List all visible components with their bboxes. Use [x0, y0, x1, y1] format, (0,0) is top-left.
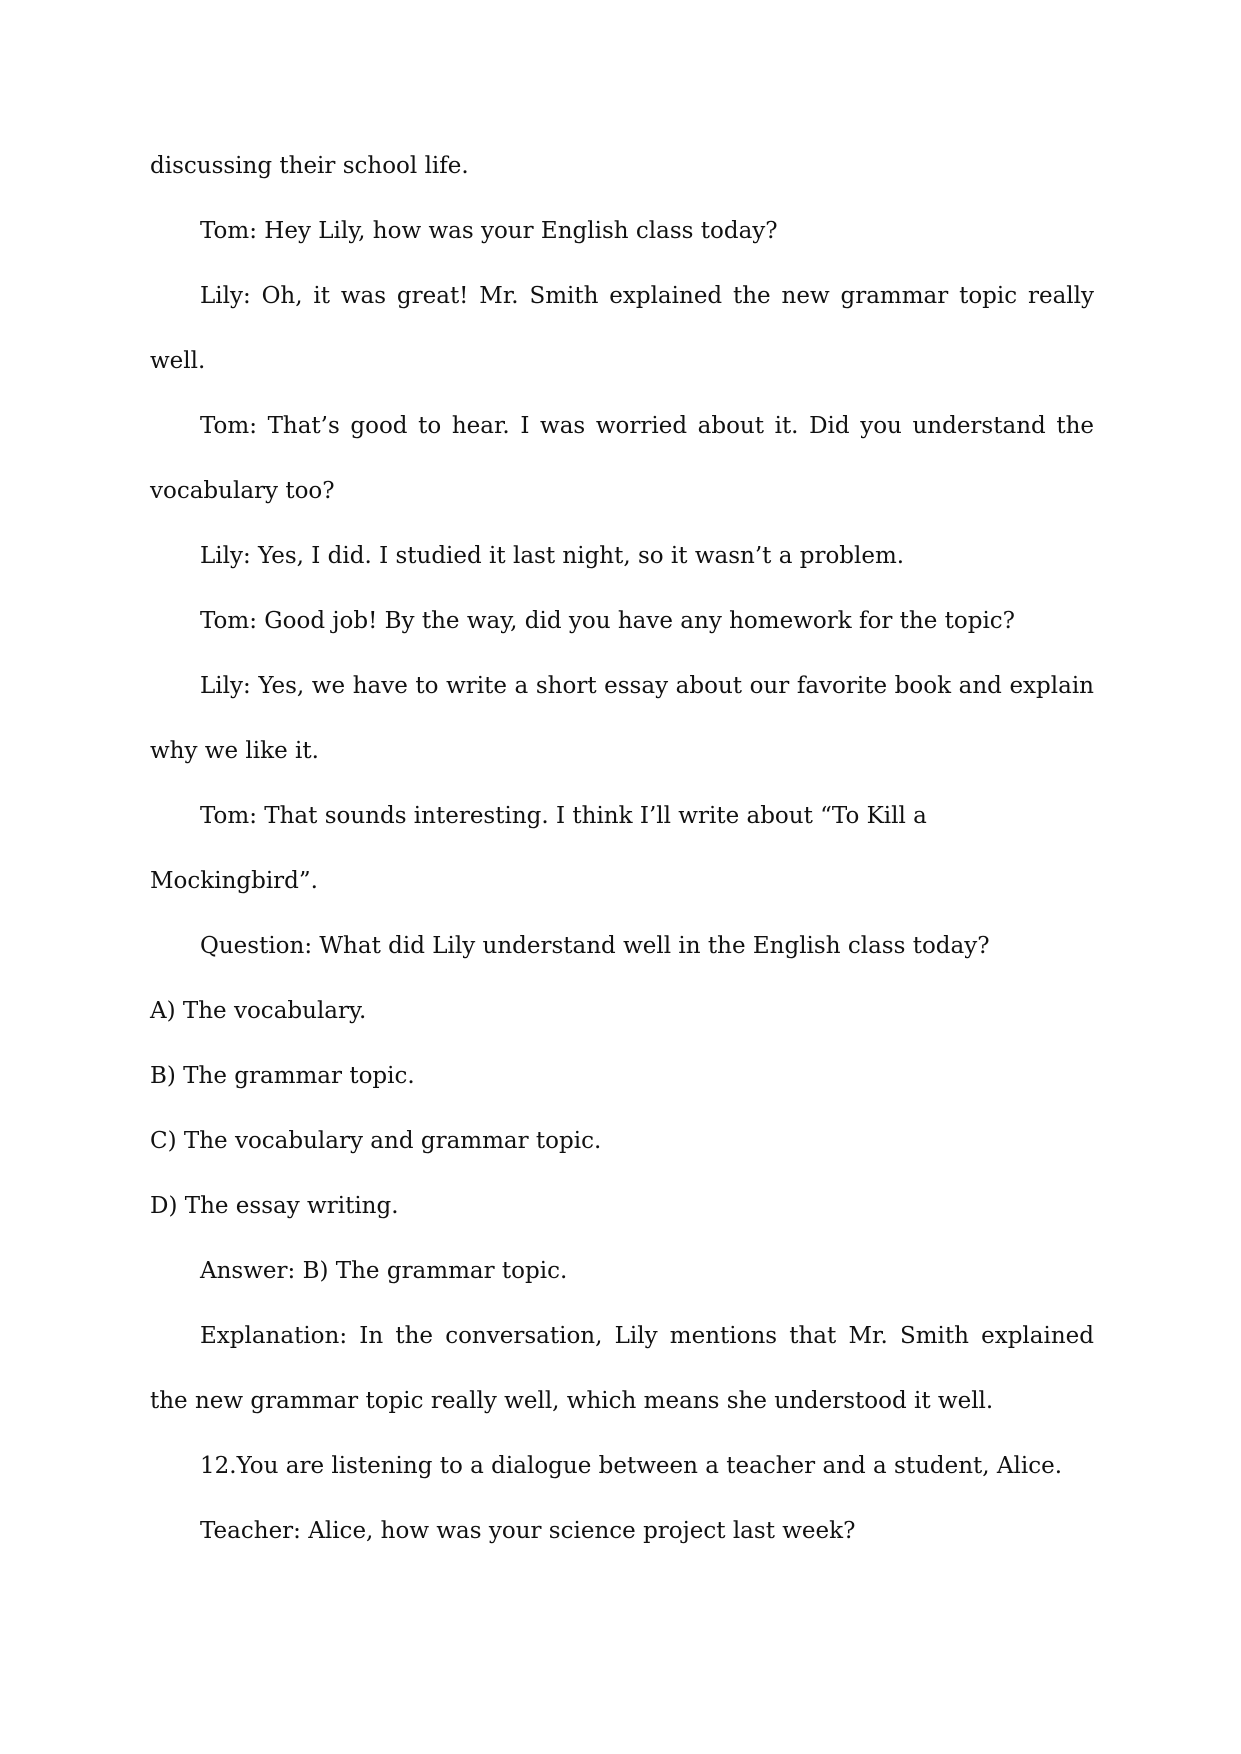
text-line-continuation: Mockingbird”. [150, 868, 318, 894]
dialogue-line-lily: Lily: Yes, I did. I studied it last night, so it wasn’t a problem. [200, 543, 905, 569]
option-d: D) The essay writing. [150, 1193, 399, 1219]
question-12-intro: 12.You are listening to a dialogue between a teacher and a student, Alice. [200, 1453, 1063, 1479]
dialogue-line-lily: Lily: Yes, we have to write a short essay about our favorite book and explain [200, 673, 1094, 699]
dialogue-line-lily: Lily: Oh, it was great! Mr. Smith explained the new grammar topic really [200, 283, 1094, 309]
explanation-continuation: the new grammar topic really well, which means she understood it well. [150, 1388, 994, 1414]
option-a: A) The vocabulary. [150, 998, 367, 1024]
dialogue-line-tom: Tom: That’s good to hear. I was worried about it. Did you understand the [200, 413, 1094, 439]
document-body [150, 148, 1094, 1578]
dialogue-line-tom: Tom: Good job! By the way, did you have any homework for the topic? [200, 608, 1016, 634]
text-line-continuation: vocabulary too? [150, 478, 335, 504]
text-line-continuation: well. [150, 348, 206, 374]
answer-text: Answer: B) The grammar topic. [200, 1258, 568, 1284]
option-c: C) The vocabulary and grammar topic. [150, 1128, 602, 1154]
text-line: discussing their school life. [150, 153, 469, 179]
dialogue-line-tom: Tom: That sounds interesting. I think I’ll write about “To Kill a [200, 803, 927, 829]
option-b: B) The grammar topic. [150, 1063, 415, 1089]
dialogue-line-teacher: Teacher: Alice, how was your science project last week? [200, 1518, 856, 1544]
explanation-text: Explanation: In the conversation, Lily mentions that Mr. Smith explained [200, 1323, 1094, 1349]
question-text: Question: What did Lily understand well in the English class today? [200, 933, 990, 959]
text-line-continuation: why we like it. [150, 738, 319, 764]
dialogue-line-tom: Tom: Hey Lily, how was your English class today? [200, 218, 778, 244]
